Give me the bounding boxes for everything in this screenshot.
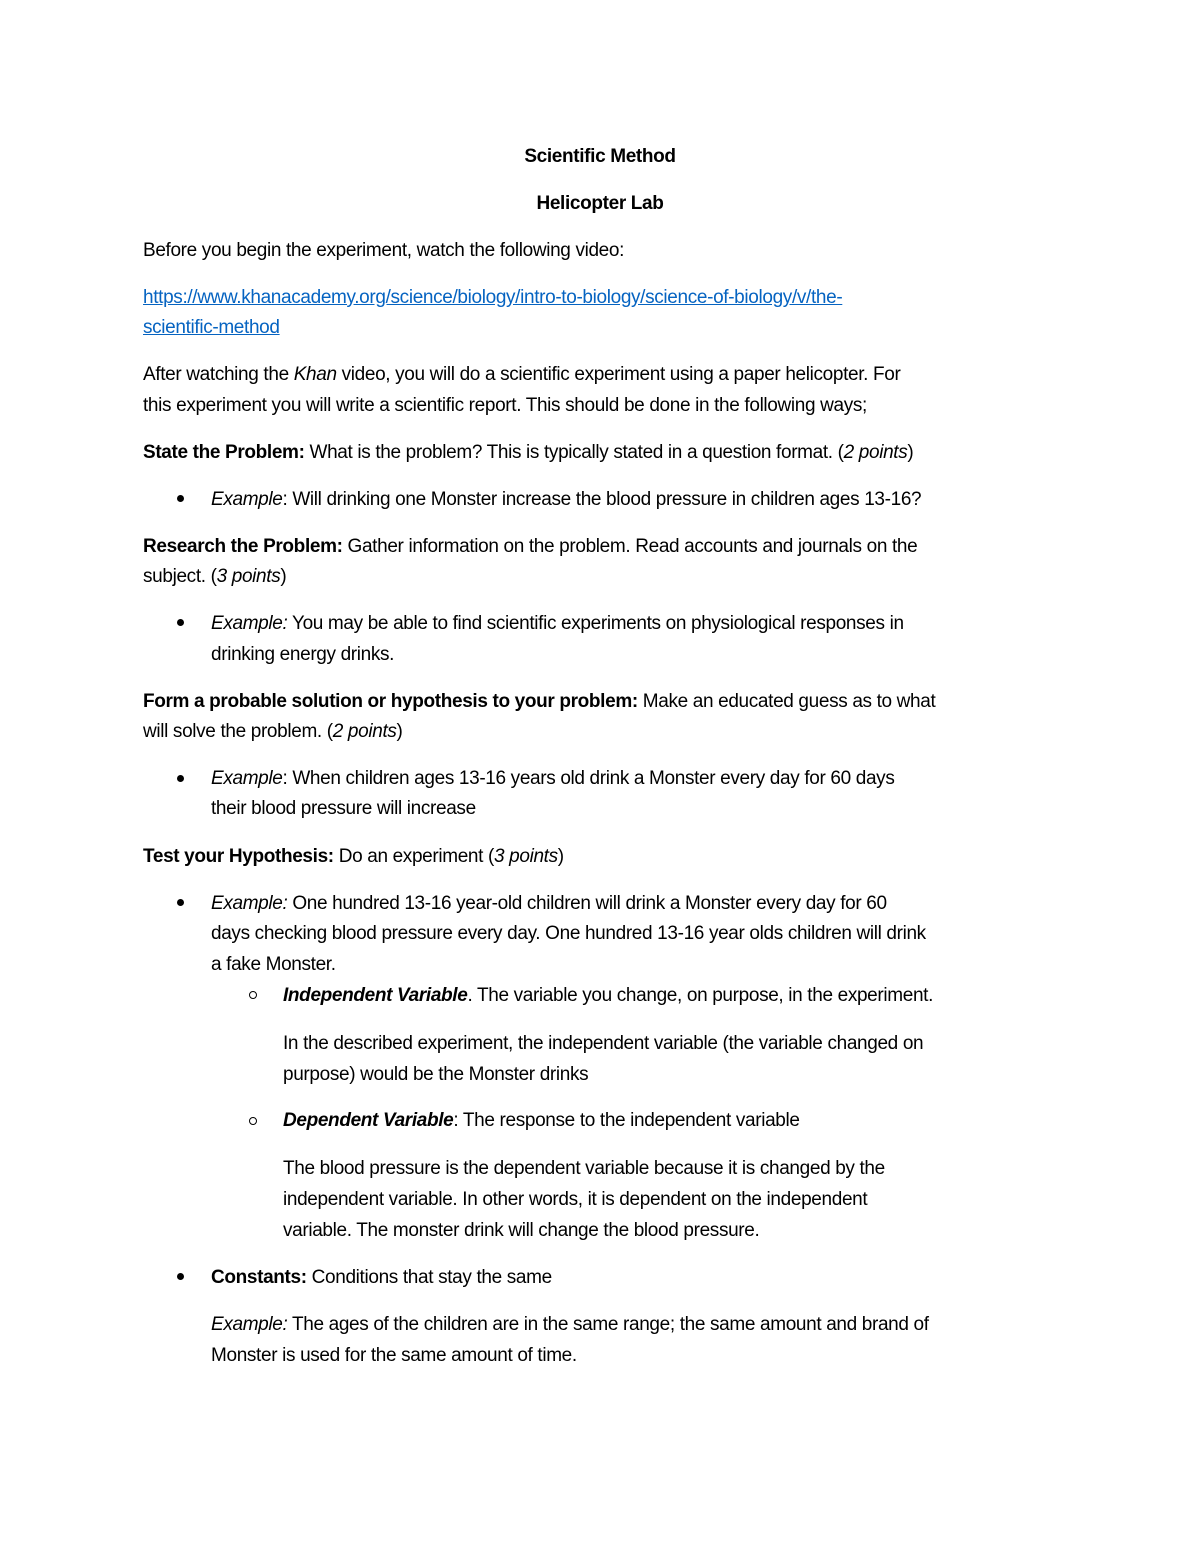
example-label: Example: [211, 489, 283, 510]
video-link-cont[interactable]: [143, 316, 280, 340]
dependent-detail-line3: variable. The monster drink will change the blood pressure.: [283, 1220, 760, 1241]
after-paragraph-line2: this experiment you will write a scientific report. This should be done in the following ways;: [143, 395, 867, 416]
hypothesis-line2-text: will solve the problem. (: [143, 721, 333, 742]
example-label: Example:: [211, 893, 288, 914]
example-text: One hundred 13-16 year-old children will drink a Monster every day for 60: [287, 893, 887, 914]
independent-label: Independent Variable: [283, 985, 468, 1006]
example-text: : Will drinking one Monster increase the blood pressure in children ages 13-16?: [282, 489, 922, 510]
intro-text: Before you begin the experiment, watch the following video:: [143, 240, 625, 261]
research-example-line2: drinking energy drinks.: [211, 644, 395, 665]
test-heading: [143, 845, 564, 869]
circle-bullet-icon: [249, 1117, 257, 1125]
after-post: video, you will do a scientific experiment using a paper helicopter. For: [336, 364, 901, 385]
bullet-icon: [177, 899, 184, 906]
hypothesis-example-line2: their blood pressure will increase: [211, 798, 476, 819]
paren: ): [396, 721, 403, 742]
khan-italic: Khan: [293, 364, 337, 385]
example-label: Example:: [211, 613, 288, 634]
research-heading: [143, 535, 917, 559]
research-label: Research the Problem:: [143, 536, 343, 557]
paren: ): [557, 846, 564, 867]
bullet-icon: [177, 495, 184, 502]
test-label: Test your Hypothesis:: [143, 846, 334, 867]
hypothesis-points: 2 points: [332, 721, 397, 742]
dependent-detail-line2: independent variable. In other words, it is dependent on the independent: [283, 1189, 868, 1210]
research-line2: [143, 565, 286, 589]
constants-label: Constants:: [211, 1267, 307, 1288]
state-text: What is the problem? This is typically stated in a question format. (: [304, 442, 844, 463]
video-link-line1[interactable]: https://www.khanacademy.org/science/biology/intro-to-biology/science-of-biology/v/the-: [143, 287, 843, 308]
hypothesis-text: Make an educated guess as to what: [637, 691, 936, 712]
constants: [211, 1266, 552, 1290]
bullet-icon: [177, 619, 184, 626]
constants-example-line1: [211, 1313, 929, 1337]
paren: ): [280, 566, 287, 587]
independent-detail-line2: purpose) would be the Monster drinks: [283, 1064, 589, 1085]
research-points: 3 points: [216, 566, 281, 587]
dependent-detail-line1: The blood pressure is the dependent variable because it is changed by the: [283, 1158, 885, 1179]
test-example-line3: a fake Monster.: [211, 954, 336, 975]
hypothesis-example-line1: [211, 767, 894, 791]
research-example-line1: [211, 612, 904, 636]
hypothesis-line2: [143, 720, 403, 744]
research-text: Gather information on the problem. Read accounts and journals on the: [342, 536, 918, 557]
state-problem-heading: [143, 441, 913, 465]
independent-variable: [283, 984, 933, 1008]
hypothesis-heading: [143, 690, 935, 714]
test-text: Do an experiment (: [333, 846, 494, 867]
example-label: Example: [211, 768, 283, 789]
state-example: [211, 488, 921, 512]
independent-detail-line1: In the described experiment, the independent variable (the variable changed on: [283, 1033, 924, 1054]
hypothesis-label: Form a probable solution or hypothesis to your problem:: [143, 691, 638, 712]
example-text: The ages of the children are in the same range; the same amount and brand of: [287, 1314, 929, 1335]
after-paragraph-line1: [143, 363, 900, 387]
bullet-icon: [177, 1273, 184, 1280]
page-subtitle: Helicopter Lab: [536, 193, 664, 214]
constants-text: Conditions that stay the same: [306, 1267, 552, 1288]
video-link-line2[interactable]: scientific-method: [143, 317, 280, 338]
dependent-variable: [283, 1109, 800, 1133]
paren: ): [907, 442, 914, 463]
circle-bullet-icon: [249, 991, 257, 999]
independent-text: . The variable you change, on purpose, in the experiment.: [467, 985, 934, 1006]
after-pre: After watching the: [143, 364, 294, 385]
dependent-label: Dependent Variable: [283, 1110, 454, 1131]
state-points: 2 points: [843, 442, 908, 463]
state-label: State the Problem:: [143, 442, 305, 463]
test-example-line2: days checking blood pressure every day. One hundred 13-16 year olds children will drink: [211, 923, 926, 944]
example-label: Example:: [211, 1314, 288, 1335]
test-points: 3 points: [494, 846, 558, 867]
bullet-icon: [177, 775, 184, 782]
constants-example-line2: Monster is used for the same amount of time.: [211, 1345, 577, 1366]
test-example-line1: [211, 892, 887, 916]
dependent-text: : The response to the independent variable: [453, 1110, 800, 1131]
research-line2-text: subject. (: [143, 566, 217, 587]
video-link[interactable]: [143, 286, 842, 310]
page-title: Scientific Method: [524, 146, 676, 167]
example-text: You may be able to find scientific experiments on physiological responses in: [287, 613, 904, 634]
example-text: : When children ages 13-16 years old drink a Monster every day for 60 days: [282, 768, 895, 789]
